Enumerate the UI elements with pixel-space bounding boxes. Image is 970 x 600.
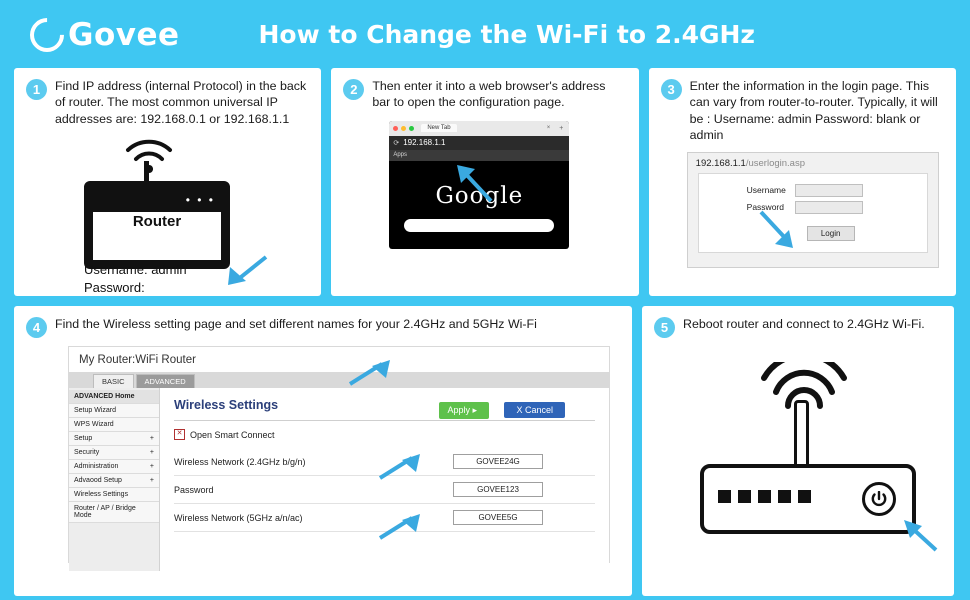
- step-4-text: Find the Wireless setting page and set different names for your 2.4GHz and 5GHz Wi-Fi: [55, 317, 537, 331]
- router-label: Router: [132, 213, 182, 231]
- field-label-password: Password: [174, 484, 214, 495]
- divider: [174, 420, 595, 421]
- steps-row-bottom: [0, 306, 970, 596]
- username-input[interactable]: [795, 184, 863, 197]
- router-admin-window: [68, 346, 610, 563]
- step-3-text: Enter the information in the login page. This can vary from router-to-router. Typically, it will be : Username: admin Password: blank or admin: [689, 79, 938, 143]
- sidebar-item-administration[interactable]: [69, 460, 159, 474]
- sidebar-item-setup[interactable]: [69, 432, 159, 446]
- wifi-waves-icon: [118, 135, 180, 175]
- tab-close-icon[interactable]: ×: [546, 125, 551, 132]
- sidebar-label: Administration: [74, 463, 119, 470]
- browser-tab[interactable]: New Tab: [421, 124, 456, 132]
- login-url-path: /userlogin.asp: [745, 157, 805, 169]
- pointer-arrow-3-icon: [757, 208, 803, 252]
- power-button-icon[interactable]: [862, 482, 896, 516]
- sidebar-item-advanced-home[interactable]: [69, 390, 159, 404]
- step-1-head: [26, 78, 309, 127]
- sidebar-label: Router / AP / Bridge Mode: [74, 505, 136, 519]
- address-input[interactable]: 192.168.1.1: [403, 138, 446, 148]
- step-5-badge: 5: [654, 317, 675, 338]
- step-card-1: [14, 68, 321, 296]
- router-led-row: [718, 490, 811, 503]
- field-input-password[interactable]: GOVEE123: [453, 482, 543, 497]
- smart-connect-checkbox-icon[interactable]: ✕: [174, 429, 185, 440]
- sidebar-label: Setup: [74, 435, 93, 442]
- pointer-arrow-5ghz-icon: [378, 512, 422, 542]
- pointer-arrow-1-icon: [222, 251, 272, 287]
- router-face: [93, 212, 221, 260]
- router-password-line: Password:: [84, 279, 145, 295]
- sidebar-item-wireless-settings[interactable]: [69, 488, 159, 502]
- router-username-line: Username: admin: [84, 262, 187, 278]
- step-3-head: [661, 78, 944, 144]
- smart-connect-label: Open Smart Connect: [190, 429, 275, 440]
- admin-sidebar: [69, 388, 160, 571]
- sidebar-label: ADVANCED Home: [74, 393, 135, 400]
- smart-connect-row[interactable]: [174, 429, 595, 440]
- password-input[interactable]: [795, 201, 863, 214]
- step-1-text: Find IP address (internal Protocol) in the back of router. The most common universal IP addresses are: 192.168.0.1 or 192.168.1.1: [55, 79, 307, 126]
- brand-name: Govee: [68, 17, 180, 53]
- sidebar-label: Advaood Setup: [74, 477, 122, 484]
- sidebar-mark: +: [149, 477, 154, 484]
- password-label: Password: [746, 202, 784, 212]
- window-close-dot-icon[interactable]: [393, 126, 398, 131]
- tab-basic[interactable]: BASIC: [93, 374, 134, 388]
- admin-main: [69, 388, 609, 571]
- wireless-settings-title: Wireless Settings: [174, 398, 279, 412]
- sidebar-label: Security: [74, 449, 100, 456]
- router-device: [84, 181, 230, 269]
- login-button[interactable]: Login: [807, 226, 855, 241]
- login-form: [698, 173, 928, 253]
- steps-row-top: [0, 68, 970, 296]
- cancel-button[interactable]: X Cancel: [504, 402, 565, 418]
- router-led: [718, 490, 731, 503]
- field-label-24ghz: Wireless Network (2.4GHz b/g/n): [174, 456, 306, 467]
- field-input-24ghz[interactable]: GOVEE24G: [453, 454, 543, 469]
- browser-address-bar[interactable]: [389, 136, 569, 150]
- field-input-5ghz[interactable]: GOVEE5G: [453, 510, 543, 525]
- step-4-badge: 4: [26, 317, 47, 338]
- reload-icon[interactable]: ⟳: [393, 139, 400, 147]
- admin-tabs: [69, 372, 609, 388]
- router-led: [778, 490, 791, 503]
- sidebar-mark: +: [149, 435, 154, 442]
- router-device-large: [700, 464, 916, 534]
- sidebar-item-router-ap-bridge-mode[interactable]: [69, 502, 159, 523]
- sidebar-mark: +: [149, 463, 154, 470]
- apply-button[interactable]: Apply ▸: [439, 402, 489, 419]
- sidebar-item-advanced-setup[interactable]: [69, 474, 159, 488]
- login-url-host: 192.168.1.1: [695, 157, 746, 169]
- router-led: [738, 490, 751, 503]
- router-led: [758, 490, 771, 503]
- window-maximize-dot-icon[interactable]: [409, 126, 414, 131]
- router-illustration: [26, 133, 309, 295]
- pointer-arrow-24ghz-icon: [378, 452, 422, 482]
- step-card-3: [649, 68, 956, 296]
- admin-window-title: My Router:WiFi Router: [69, 347, 609, 372]
- login-window: [687, 152, 939, 268]
- sidebar-item-wps-wizard[interactable]: [69, 418, 159, 432]
- username-label: Username: [746, 185, 786, 195]
- step-card-4: [14, 306, 632, 596]
- window-minimize-dot-icon[interactable]: [401, 126, 406, 131]
- bookmarks-bar: [389, 150, 569, 161]
- step-2-text: Then enter it into a web browser's address bar to open the configuration page.: [372, 79, 606, 110]
- reboot-illustration: [654, 348, 942, 558]
- step-5-head: [654, 316, 942, 338]
- admin-illustration: [26, 346, 620, 564]
- router-credentials: [84, 261, 234, 296]
- search-engine-logo: Google: [435, 182, 524, 209]
- username-row: [747, 184, 863, 197]
- search-input[interactable]: [404, 219, 554, 232]
- tab-advanced[interactable]: ADVANCED: [136, 374, 195, 388]
- bookmark-apps[interactable]: Apps: [393, 152, 408, 159]
- pointer-arrow-2-icon: [451, 161, 497, 205]
- sidebar-mark: +: [149, 449, 154, 456]
- sidebar-label: WPS Wizard: [74, 421, 114, 428]
- step-5-text: Reboot router and connect to 2.4GHz Wi-Fi.: [683, 317, 925, 331]
- step-2-badge: 2: [343, 79, 364, 100]
- router-indicator-dots: • • •: [185, 193, 215, 208]
- step-2-head: [343, 78, 626, 111]
- router-led: [798, 490, 811, 503]
- step-4-head: [26, 316, 620, 338]
- step-card-5: [642, 306, 954, 596]
- logo-mark-icon: [23, 11, 71, 59]
- step-card-2: [331, 68, 638, 296]
- step-3-badge: 3: [661, 79, 682, 100]
- brand-logo: [30, 17, 180, 53]
- sidebar-item-security[interactable]: [69, 446, 159, 460]
- page-title: How to Change the Wi-Fi to 2.4GHz: [258, 19, 755, 49]
- sidebar-label: Setup Wizard: [74, 407, 117, 414]
- sidebar-label: Wireless Settings: [74, 491, 129, 498]
- new-tab-icon[interactable]: +: [559, 124, 564, 132]
- login-url-bar[interactable]: [688, 153, 938, 173]
- pointer-arrow-apply-icon: [348, 358, 392, 388]
- browser-illustration: [343, 121, 626, 253]
- login-illustration: [661, 152, 944, 268]
- field-label-5ghz: Wireless Network (5GHz a/n/ac): [174, 512, 303, 523]
- header: [0, 0, 970, 68]
- step-1-badge: 1: [26, 79, 47, 100]
- sidebar-item-setup-wizard[interactable]: [69, 404, 159, 418]
- browser-tab-bar: [389, 121, 569, 136]
- pointer-arrow-5-icon: [898, 516, 942, 556]
